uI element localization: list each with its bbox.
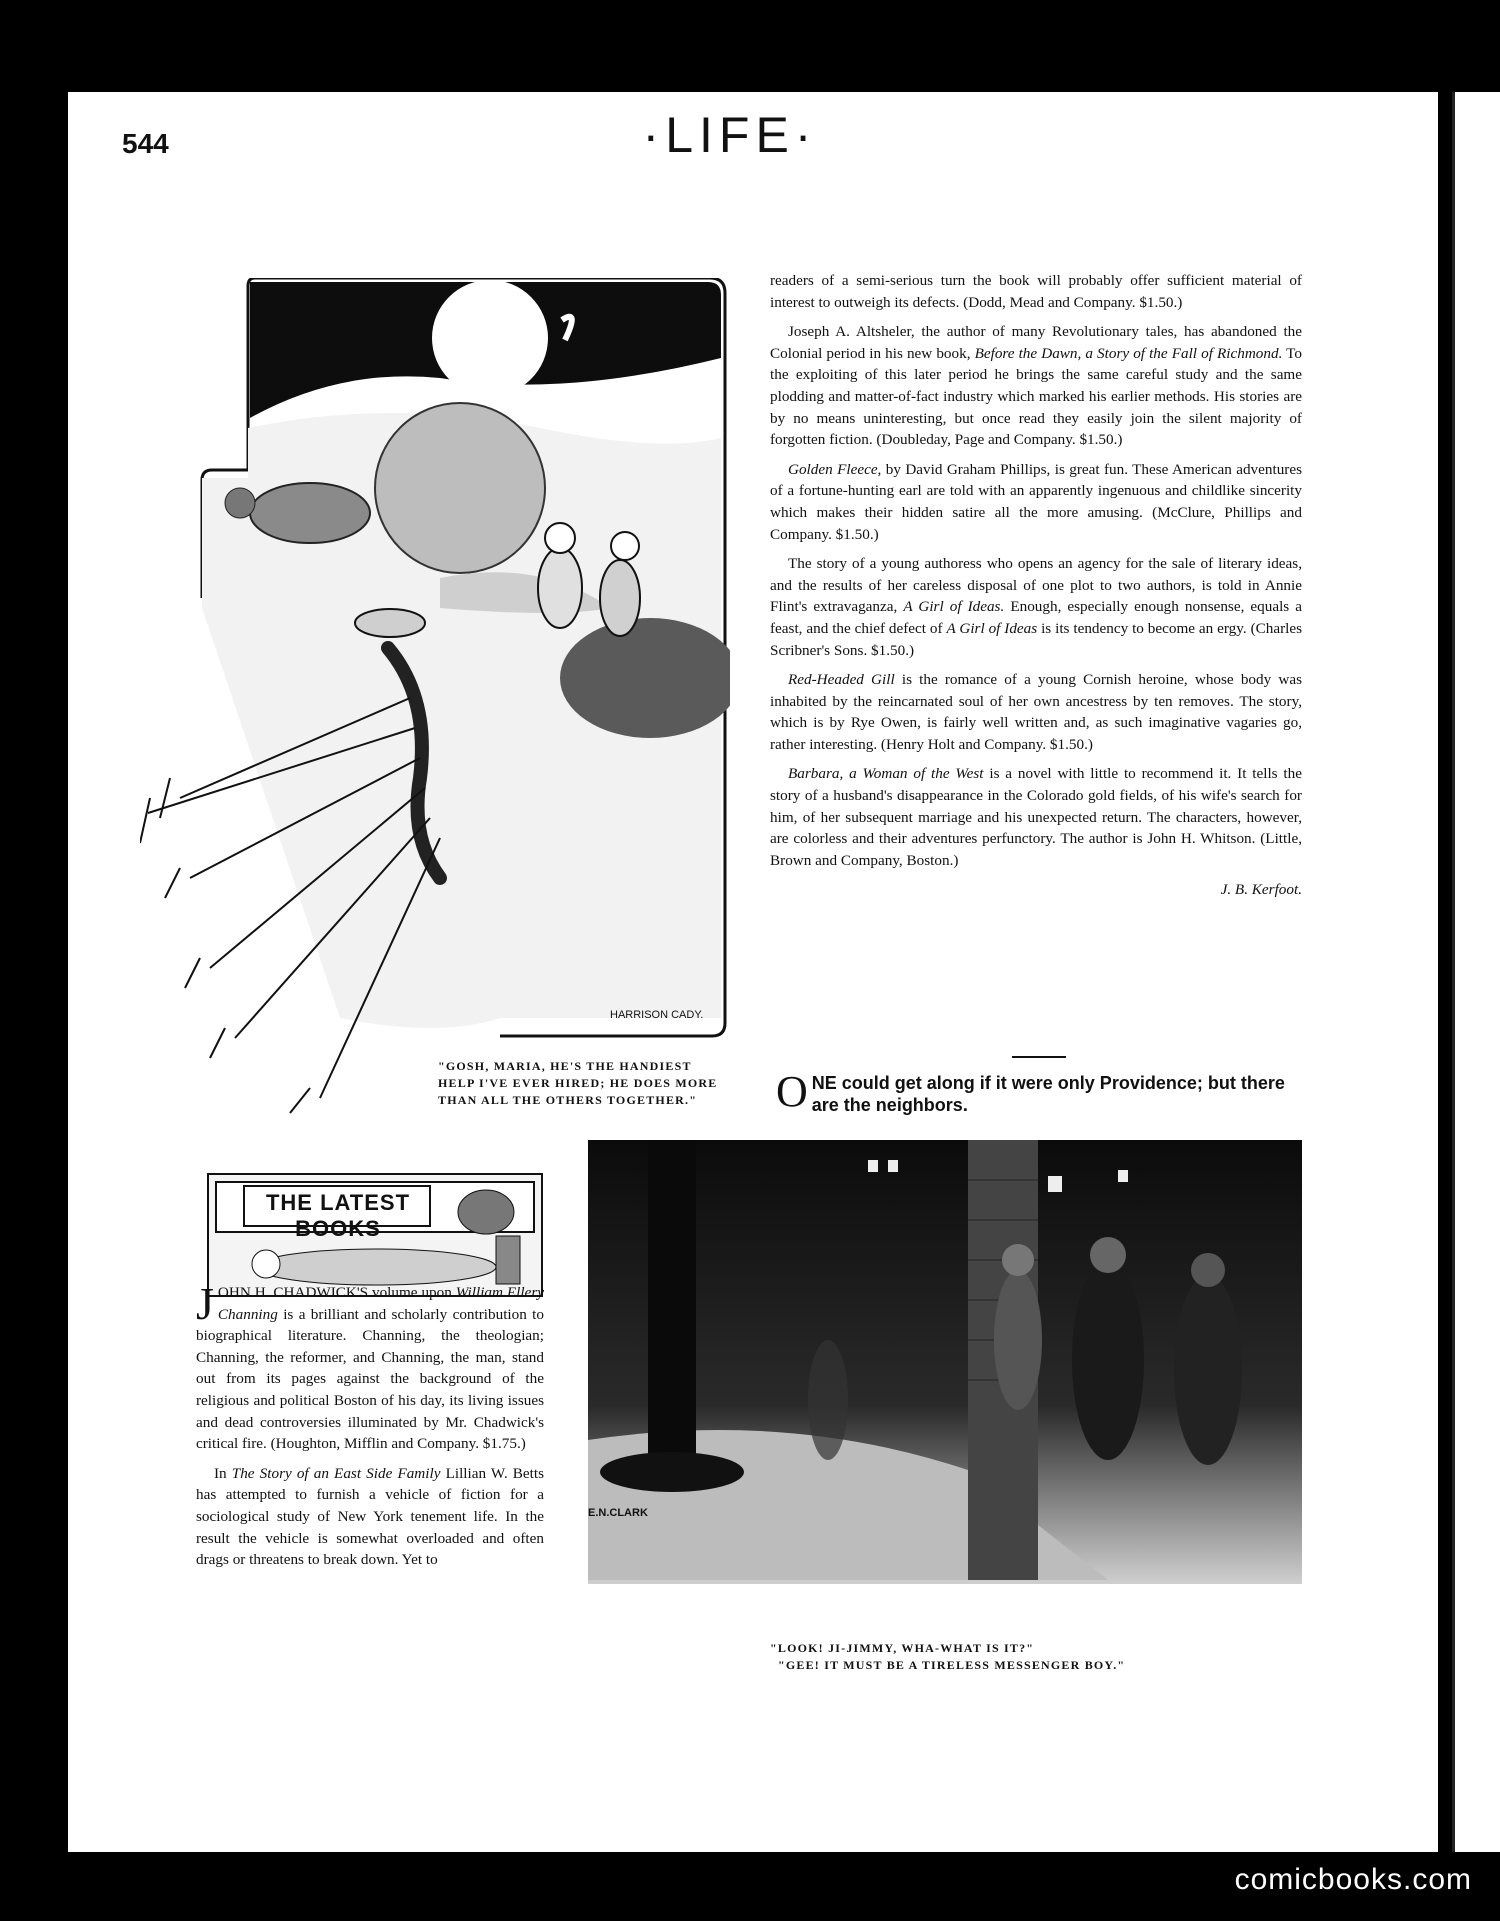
caption-line: "GEE! IT MUST BE A TIRELESS MESSENGER BOY.": [778, 1658, 1126, 1672]
facing-page-edge: [1452, 92, 1500, 1852]
caption-line: HELP I'VE EVER HIRED; HE DOES MORE: [438, 1076, 718, 1090]
reviewer-signature: J. B. Kerfoot.: [1220, 881, 1302, 899]
top-cartoon-caption: [438, 1058, 738, 1109]
street-scene-illustration: [588, 1140, 1302, 1584]
epigram: [776, 1067, 1304, 1116]
watermark: comicbooks.com: [1234, 1863, 1472, 1896]
moon-shape: [432, 280, 548, 396]
epigram-drop-cap: O: [776, 1067, 808, 1116]
banner-title: THE LATEST BOOKS: [265, 1190, 411, 1241]
review-flint: The story of a young authoress who opens an agency for the sale of literary ideas, and the results of her careless disposal of one plot to two authors, is told in Annie Flint's extravaganza, A Girl of Ideas. Enough, especially enough nonsense, equals a feast, and the chief defect of A Girl of Ideas is its tendency to become an ergy. (Charles Scribner's Sons. $1.50.): [770, 555, 1303, 659]
lamp-post-shape: [648, 1140, 696, 1470]
right-column-reviews: [770, 270, 1302, 909]
review-betts: In The Story of an East Side Family Lillian W. Betts has attempted to furnish a vehicle of fiction for a sociological study of New York tenement life. In the result the vehicle is somewhat overloaded and often drags or threatens to break down. Yet to: [196, 1464, 544, 1569]
illustrator-signature: E.N.CLARK: [588, 1507, 648, 1519]
review-altsheler: Joseph A. Altsheler, the author of many Revolutionary tales, has abandoned the Colonial period in his new book, Before the Dawn, a Story of the Fall of Richmond. To the exploiting of this later period he brings the same careful study and the same plodding and matter-of-fact industry which marked his earlier methods. His stories are by no means uninteresting, but once read they easily join the silent majority of forgotten fiction. (Doubleday, Page and Company. $1.50.): [770, 323, 1302, 449]
haystack-shape: [375, 403, 545, 573]
caption-line: "GOSH, MARIA, HE'S THE HANDIEST: [438, 1059, 692, 1073]
bottom-illustration-caption: [770, 1640, 1250, 1674]
haymaking-cartoon: [140, 278, 730, 1118]
caption-line: THAN ALL THE OTHERS TOGETHER.": [438, 1093, 698, 1107]
epigram-text: NE could get along if it were only Providence; but there are the neighbors.: [811, 1073, 1285, 1115]
turtle-shape: [250, 483, 370, 543]
left-column-reviews: [196, 1278, 544, 1579]
page-number: 544: [122, 128, 169, 159]
artist-signature: HARRISON CADY.: [610, 1009, 704, 1021]
review-phillips: Golden Fleece, by David Graham Phillips, is great fun. These American adventures of a fortune-hunting earl are told with an apparently ingenuous and childlike sincerity which makes their hidden satire all the more amusing. (McClure, Phillips and Company. $1.50.): [770, 460, 1302, 543]
section-divider: [1012, 1056, 1066, 1058]
review-owen: Red-Headed Gill is the romance of a young Cornish heroine, whose body was inhabited by the reincarnated soul of her own ancestress by ten removes. The story, which is by Rye Owen, is fairly well written and, as such imaginative vagaries go, rather interesting. (Henry Holt and Company. $1.50.): [770, 671, 1302, 753]
review-whitson: Barbara, a Woman of the West is a novel with little to recommend it. It tells the story of a husband's disappearance in the Colorado gold fields, of his wife's search for him, of her subsequent marriage and his unexpected return. The characters, however, are colorless and their adventures perfunctory. The author is John H. Whitson. (Little, Brown and Company, Boston.): [770, 765, 1302, 869]
review-betts-continued: readers of a semi-serious turn the book will probably offer sufficient material of interest to outweigh its defects. (Dodd, Mead and Company. $1.50.): [770, 272, 1302, 311]
chadwick-drop-cap: J: [196, 1278, 214, 1329]
review-chadwick: JOHN H. CHADWICK'S volume upon William Ellery Channing is a brilliant and scholarly contribution to biographical literature. Channing, the theologian; Channing, the reformer, and Channing, the man, stand out from its pages against the background of the religious and political Boston of his day, its living issues and dead controversies illuminated by Mr. Chadwick's critical fire. (Houghton, Mifflin and Company. $1.75.): [196, 1278, 544, 1453]
masthead-title: ·LIFE·: [642, 107, 818, 163]
caption-line: "LOOK! JI-JIMMY, WHA-WHAT IS IT?": [770, 1641, 1035, 1655]
